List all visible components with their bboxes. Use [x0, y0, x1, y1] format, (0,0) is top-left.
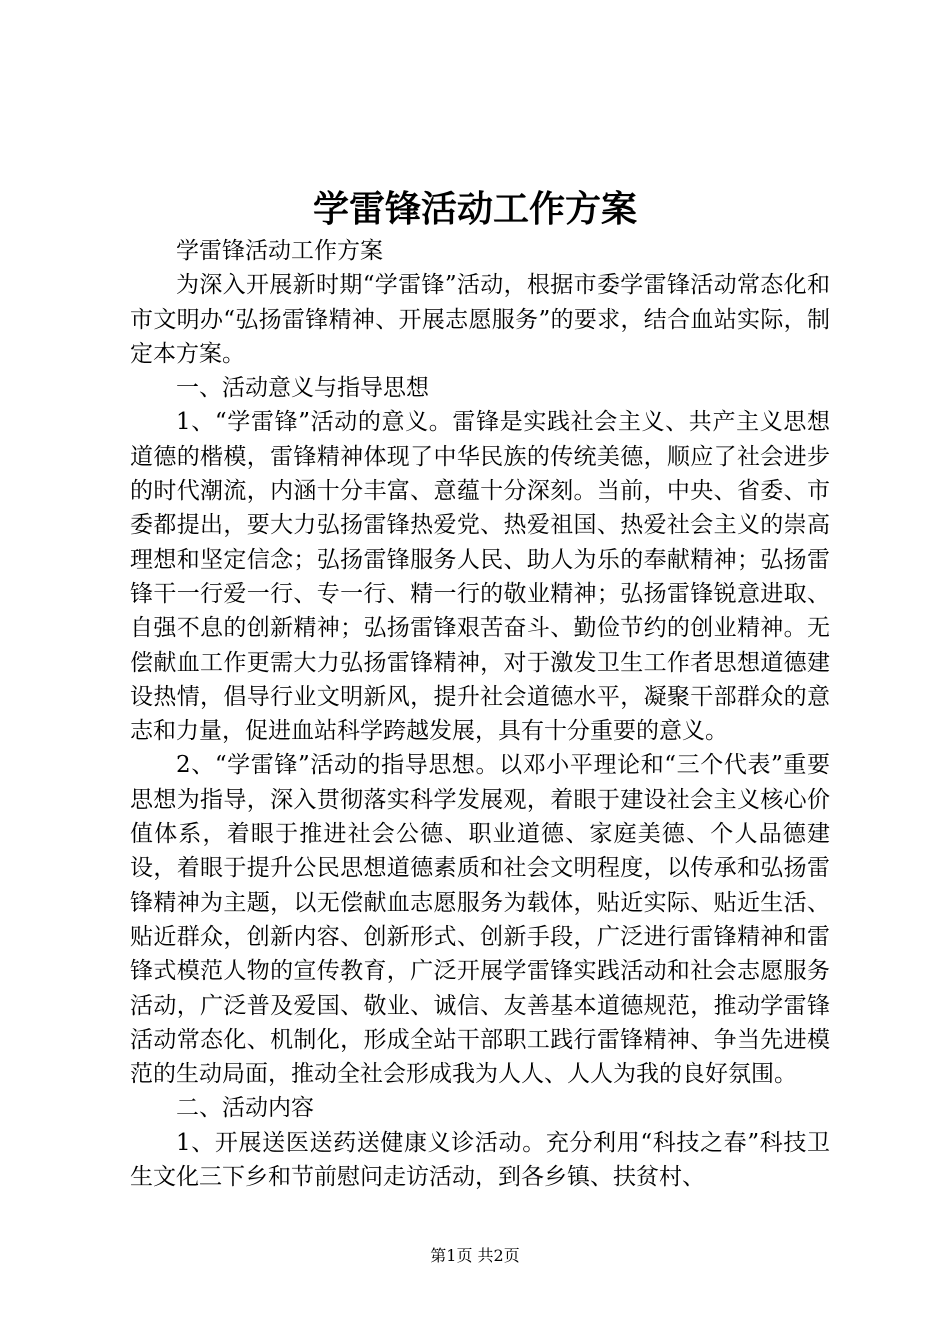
document-title: 学雷锋活动工作方案: [312, 188, 637, 230]
paragraph-significance: 1、“学雷锋”活动的意义。雷锋是实践社会主义、共产主义思想道德的楷模，雷锋精神体现了中华民族的传统美德，顺应了社会进步的时代潮流，内涵十分丰富、意蕴十分深刻。当前，中央、省委、市委都提出，要大力弘扬雷锋热爱党、热爱祖国、热爱社会主义的崇高理想和坚定信念；弘扬雷锋服务人民、助人为乐的奉献精神；弘扬雷锋干一行爱一行、专一行、精一行的敬业精神；弘扬雷锋锐意进取、自强不息的创新精神；弘扬雷锋艰苦奋斗、勤俭节约的创业精神。无偿献血工作更需大力弘扬雷锋精神，对于激发卫生工作者思想道德建设热情，倡导行业文明新风，提升社会道德水平，凝聚干部群众的意志和力量，促进血站科学跨越发展，具有十分重要的意义。: [130, 409, 830, 745]
paragraph-activity-1: 1、开展送医送药送健康义诊活动。充分利用“科技之春”科技卫生文化三下乡和节前慰问走访活动，到各乡镇、扶贫村、: [130, 1129, 830, 1191]
paragraph-guiding-thought: 2、“学雷锋”活动的指导思想。以邓小平理论和“三个代表”重要思想为指导，深入贯彻落实科学发展观，着眼于建设社会主义核心价值体系，着眼于推进社会公德、职业道德、家庭美德、个人品德建设，着眼于提升公民思想道德素质和社会文明程度，以传承和弘扬雷锋精神为主题，以无偿献血志愿服务为载体，贴近实际、贴近生活、贴近群众，创新内容、创新形式、创新手段，广泛进行雷锋精神和雷锋式模范人物的宣传教育，广泛开展学雷锋实践活动和社会志愿服务活动，广泛普及爱国、敬业、诚信、友善基本道德规范，推动学雷锋活动常态化、机制化，形成全站干部职工践行雷锋精神、争当先进模范的生动局面，推动全社会形成我为人人、人人为我的良好氛围。: [130, 752, 830, 1088]
paragraph-intro: 为深入开展新时期“学雷锋”活动，根据市委学雷锋活动常态化和市文明办“弘扬雷锋精神、开展志愿服务”的要求，结合血站实际，制定本方案。: [130, 272, 830, 367]
document-body: [130, 234, 830, 1194]
page-footer: 第1页 共2页: [430, 1246, 520, 1265]
section-heading-2: 二、活动内容: [176, 1095, 314, 1122]
paragraph-subtitle: 学雷锋活动工作方案: [176, 238, 383, 264]
section-heading-1: 一、活动意义与指导思想: [176, 375, 429, 402]
